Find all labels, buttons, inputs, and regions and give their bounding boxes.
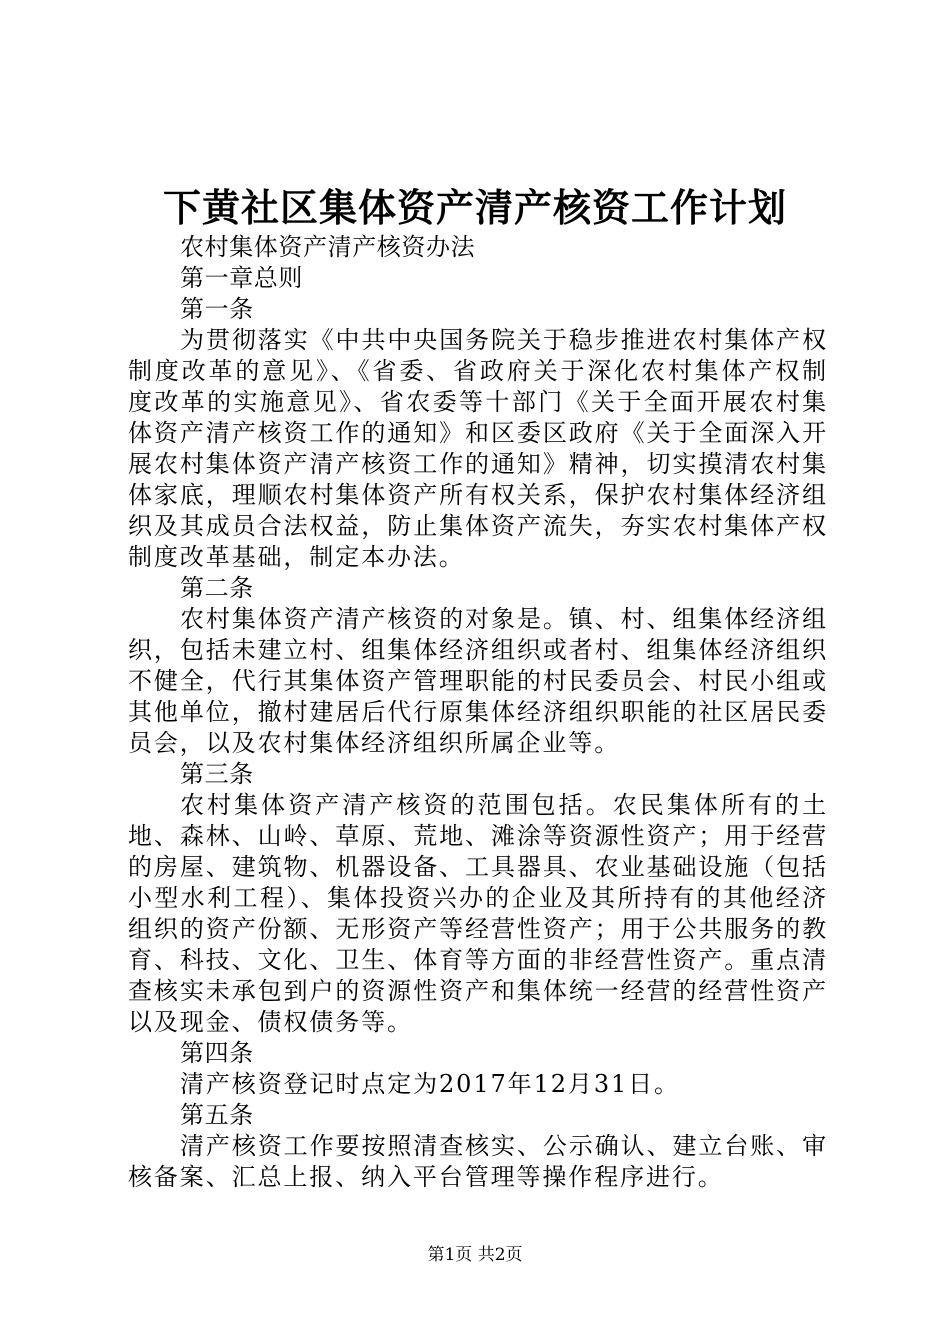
article-5-heading: 第五条 [180, 1101, 254, 1129]
page-footer: 第1页 共2页 [427, 1245, 523, 1265]
article-1-text: 为贯彻落实《中共中央国务院关于稳步推进农村集体产权制度改革的意见》、《省委、省政府关于深化农村集体产权制度改革的实施意见》、省农委等十部门《关于全面开展农村集体资产清产核资工作的通知》和区委区政府《关于全面深入开展农村集体资产清产核资工作的通知》精神，切实摸清农村集体家底，理顺农村集体资产所有权关系，保护农村集体经济组织及其成员合法权益，防止集体资产流失，夯实农村集体产权制度改革基础，制定本办法。 [128, 326, 828, 571]
chapter-heading: 第一章总则 [180, 264, 303, 292]
article-5-text: 清产核资工作要按照清查核实、公示确认、建立台账、审核备案、汇总上报、纳入平台管理等操作程序进行。 [128, 1132, 828, 1191]
article-1-heading: 第一条 [180, 295, 254, 323]
article-4-heading: 第四条 [180, 1039, 254, 1067]
article-3-text: 农村集体资产清产核资的范围包括。农民集体所有的土地、森林、山岭、草原、荒地、滩涂等资源性资产；用于经营的房屋、建筑物、机器设备、工具器具、农业基础设施（包括小型水利工程）、集体投资兴办的企业及其所持有的其他经济组织的资产份额、无形资产等经营性资产；用于公共服务的教育、科技、文化、卫生、体育等方面的非经营性资产。重点清查核实未承包到户的资源性资产和集体统一经营的经营性资产以及现金、债权债务等。 [128, 791, 828, 1036]
document-body [128, 232, 828, 1193]
article-2-text: 农村集体资产清产核资的对象是。镇、村、组集体经济组织，包括未建立村、组集体经济组织或者村、组集体经济组织不健全，代行其集体资产管理职能的村民委员会、村民小组或其他单位，撤村建居后代行原集体经济组织职能的社区居民委员会，以及农村集体经济组织所属企业等。 [128, 605, 828, 757]
article-3-heading: 第三条 [180, 760, 254, 788]
article-2-heading: 第二条 [180, 574, 254, 602]
article-4-text: 清产核资登记时点定为2017年12月31日。 [180, 1070, 680, 1098]
document-title: 下黄社区集体资产清产核资工作计划 [162, 185, 787, 230]
document-subtitle: 农村集体资产清产核资办法 [180, 233, 476, 261]
